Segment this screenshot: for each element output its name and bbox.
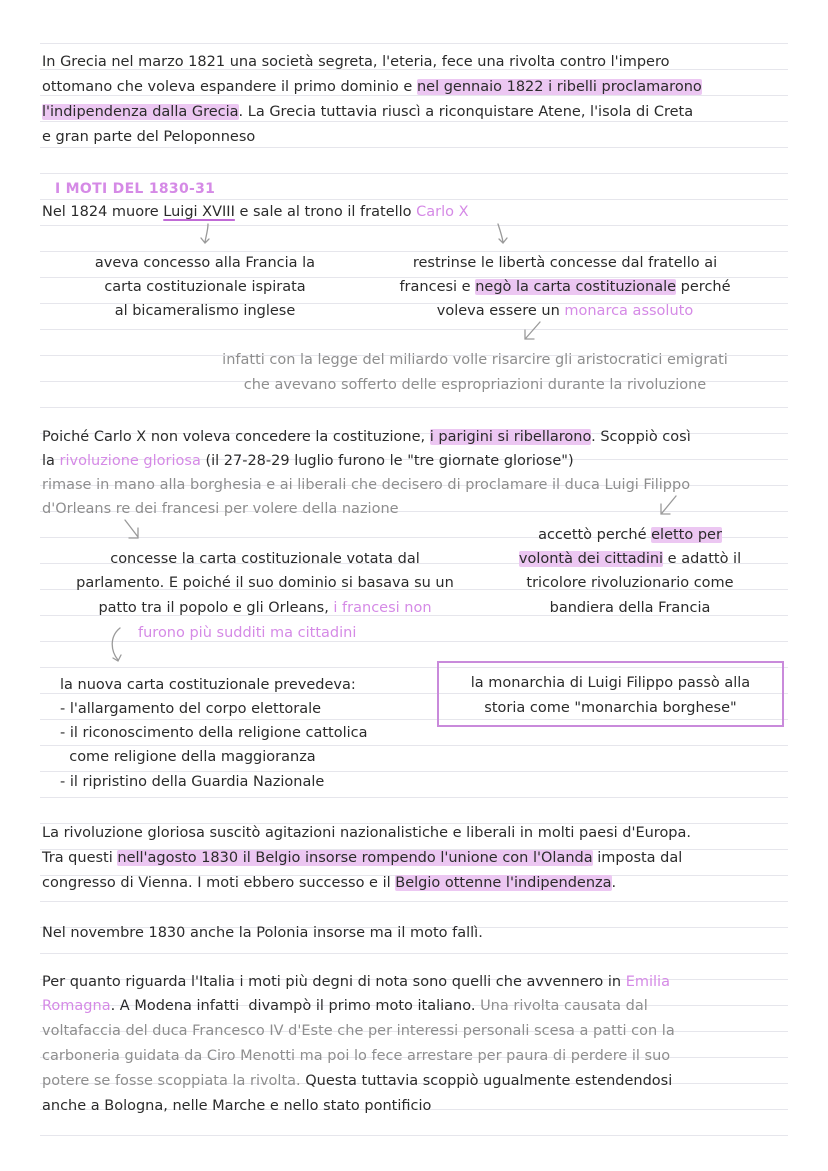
constitution-item-4: - il ripristino della Guardia Nazionale xyxy=(60,774,325,790)
section-title: I MOTI DEL 1830-31 xyxy=(55,181,216,197)
arrow-down-left-icon xyxy=(520,320,544,342)
greece-line-2: ottomano che voleva espandere il primo dominio e nel gennaio 1822 i ribelli proclamarono xyxy=(42,79,702,95)
miliardo-note-1: infatti con la legge del miliardo volle risarcire gli aristocratici emigrati xyxy=(222,352,728,368)
arrow-down-right-icon xyxy=(494,222,514,246)
emilia: Emilia xyxy=(625,974,670,990)
granted-line-1: concesse la carta costituzionale votata dal xyxy=(110,551,420,567)
revolution-line-4: d'Orleans re dei francesi per volere della nazione xyxy=(42,501,399,517)
carlo-note-3: voleva essere un monarca assoluto xyxy=(436,303,694,319)
miliardo-note-2: che avevano sofferto delle espropriazioni durante la rivoluzione xyxy=(243,377,707,393)
highlight-eletto: eletto per xyxy=(651,527,722,543)
arrow-down-left-icon xyxy=(656,494,680,518)
boxnote-line-1: la monarchia di Luigi Filippo passò alla xyxy=(470,675,751,691)
granted-line-4: furono più sudditi ma cittadini xyxy=(138,625,357,641)
belgium-line-1: La rivoluzione gloriosa suscitò agitazioni nazionalistiche e liberali in molti paesi d'Europa. xyxy=(42,825,692,841)
accepted-line-1: accettò perché eletto per xyxy=(538,527,722,543)
highlight-belgio: nell'agosto 1830 il Belgio insorse rompendo l'unione con l'Olanda xyxy=(117,850,593,866)
granted-line-3: patto tra il popolo e gli Orleans, i francesi non xyxy=(98,600,432,616)
boxnote-line-2: storia come "monarchia borghese" xyxy=(484,700,737,716)
accepted-line-2: volontà dei cittadini e adattò il xyxy=(518,551,742,567)
arrow-down-left-icon xyxy=(196,222,216,246)
constitution-item-1: - l'allargamento del corpo elettorale xyxy=(60,701,322,717)
revolution-line-3: rimase in mano alla borghesia e ai liberali che decisero di proclamare il duca Luigi Filippo xyxy=(42,477,691,493)
greece-line-3: l'indipendenza dalla Grecia. La Grecia tuttavia riuscì a riconquistare Atene, l'isola di Creta xyxy=(42,104,694,120)
highlight-1822: nel gennaio 1822 i ribelli proclamarono xyxy=(416,79,702,95)
carlo-note-2: francesi e negò la carta costituzionale perché xyxy=(399,279,731,295)
carlo-note-1: restrinse le libertà concesse dal fratello ai xyxy=(412,255,718,271)
italy-line-2: Romagna. A Modena infatti divampò il primo moto italiano. Una rivolta causata dal xyxy=(42,998,648,1014)
constitution-item-3: come religione della maggioranza xyxy=(60,749,316,765)
greece-line-1: In Grecia nel marzo 1821 una società segreta, l'eteria, fece una rivolta contro l'impero xyxy=(42,54,670,70)
highlight-carta: negò la carta costituzionale xyxy=(475,279,677,295)
constitution-intro: la nuova carta costituzionale prevedeva: xyxy=(60,677,356,693)
italy-line-1: Per quanto riguarda l'Italia i moti più degni di nota sono quelli che avvennero in Emilia xyxy=(42,974,670,990)
constitution-item-2: - il riconoscimento della religione cattolica xyxy=(60,725,368,741)
belgium-line-3: congresso di Vienna. I moti ebbero successo e il Belgio ottenne l'indipendenza. xyxy=(42,875,617,891)
italy-line-4: carboneria guidata da Ciro Menotti ma poi lo fece arrestare per paura di perdere il suo xyxy=(42,1048,671,1064)
kings-line: Nel 1824 muore Luigi XVIII e sale al trono il fratello Carlo X xyxy=(42,204,469,220)
luigi-note-2: carta costituzionale ispirata xyxy=(104,279,306,295)
luigi-xviii: Luigi XVIII xyxy=(163,204,235,220)
rivoluzione-gloriosa: rivoluzione gloriosa xyxy=(59,453,201,469)
monarca-assoluto: monarca assoluto xyxy=(564,303,694,319)
francesi-non: i francesi non xyxy=(333,600,432,616)
luigi-note-1: aveva concesso alla Francia la xyxy=(94,255,316,271)
highlight-independence: l'indipendenza dalla Grecia xyxy=(42,104,239,120)
highlight-parigini: i parigini si ribellarono xyxy=(429,429,592,445)
curved-arrow-icon xyxy=(108,626,128,666)
revolution-line-2: la rivoluzione gloriosa (il 27-28-29 luglio furono le "tre giornate gloriose") xyxy=(42,453,574,469)
revolution-line-1: Poiché Carlo X non voleva concedere la costituzione, i parigini si ribellarono. Scoppiò così xyxy=(42,429,691,445)
poland-line: Nel novembre 1830 anche la Polonia insorse ma il moto fallì. xyxy=(42,925,483,941)
italy-line-5: potere se fosse scoppiata la rivolta. Questa tuttavia scoppiò ugualmente estendendosi xyxy=(42,1073,673,1089)
greece-line-4: e gran parte del Peloponneso xyxy=(42,129,256,145)
accepted-line-3: tricolore rivoluzionario come xyxy=(526,575,734,591)
romagna: Romagna xyxy=(42,998,111,1014)
belgium-line-2: Tra questi nell'agosto 1830 il Belgio insorse rompendo l'unione con l'Olanda imposta dal xyxy=(42,850,683,866)
highlight-indipendenza: Belgio ottenne l'indipendenza xyxy=(395,875,612,891)
accepted-line-4: bandiera della Francia xyxy=(549,600,711,616)
italy-line-3: voltafaccia del duca Francesco IV d'Este che per interessi personali scesa a patti con la xyxy=(42,1023,675,1039)
luigi-note-3: al bicameralismo inglese xyxy=(114,303,296,319)
carlo-x: Carlo X xyxy=(416,204,469,220)
granted-line-2: parlamento. E poiché il suo dominio si basava su un xyxy=(76,575,454,591)
highlight-volonta: volontà dei cittadini xyxy=(518,551,664,567)
italy-line-6: anche a Bologna, nelle Marche e nello stato pontificio xyxy=(42,1098,432,1114)
arrow-down-right-icon xyxy=(122,518,144,542)
